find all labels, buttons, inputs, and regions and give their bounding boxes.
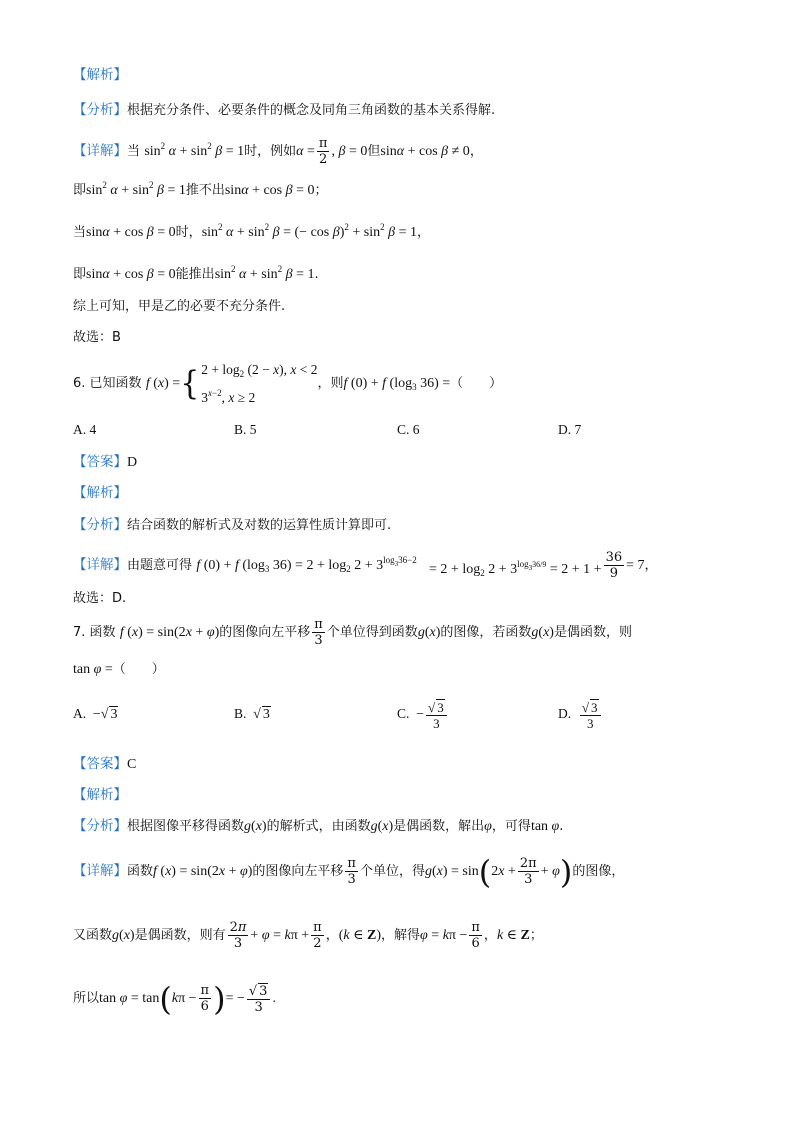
detail-line-4: 即sinα + cos β = 0能推出$\sin^2 \alpha + \sin^2 \beta = 1$. bbox=[73, 264, 319, 282]
q7-option-a[interactable]: A. −√ 3 bbox=[73, 706, 118, 722]
q6-answer: 【答案】D bbox=[73, 454, 138, 470]
choice-line: 故选：B bbox=[73, 330, 121, 345]
question-7-line2: tan φ =（ ） bbox=[73, 662, 165, 677]
q7-detail-1: 【详解】函数f (x) = sin(2x + φ)的图像向左平移 $\frac{\pi}{3}$ 个单位，得g(x) = sin(2x + $\frac{2\pi}{3}$ + φ)的图像， bbox=[73, 852, 625, 891]
q7-answer: 【答案】C bbox=[73, 756, 137, 772]
analysis-line: 【分析】根据充分条件、必要条件的概念及同角三角函数的基本关系得解. bbox=[73, 102, 496, 118]
q6-option-a[interactable]: A. 4 bbox=[73, 422, 97, 437]
q7-option-d[interactable]: D. $\frac{√ 3}{3}$ bbox=[558, 694, 603, 734]
analysis-heading: 【解析】 bbox=[73, 67, 127, 83]
q6-analysis-heading: 【解析】 bbox=[73, 485, 127, 501]
q6-option-c[interactable]: C. 6 bbox=[397, 422, 420, 437]
detail-line-2: 即$\sin^2 \alpha + \sin^2 \beta = 1$推不出sinα + cos β = 0； bbox=[73, 180, 328, 198]
q6-option-b[interactable]: B. 5 bbox=[234, 422, 257, 437]
detail-line-1: 【详解】当 $\sin^2 \alpha + \sin^2 \beta = 1$时，例如α = $\frac{\pi}{2}$ , β = 0但sinα + cos β ≠ 0， bbox=[73, 136, 483, 167]
q7-analysis-heading: 【解析】 bbox=[73, 787, 127, 803]
q6-option-d[interactable]: D. 7 bbox=[558, 422, 582, 437]
q7-analysis: 【分析】根据图像平移得函数g(x)的解析式，由函数g(x)是偶函数，解出φ，可得tan φ. bbox=[73, 818, 564, 834]
summary-line: 综上可知，甲是乙的必要不充分条件. bbox=[73, 299, 286, 314]
q7-detail-3: 所以tan φ = tan(kπ − $\frac{\pi}{6}$ )= − $\frac{√ 3}{3}$ . bbox=[73, 979, 276, 1018]
q6-detail: 【详解】由题意可得 f (0) + f ($\log_3$ $36) = 2 + \log_2 2 + 3^{log_336-2} = 2 + \log_2 2 + 3^{log_336/9} = 2 + 1$ + $\frac{36}{9}$ = 7， bbox=[73, 550, 658, 581]
q6-choice: 故选：D. bbox=[73, 591, 127, 606]
q7-option-c[interactable]: C. − $\frac{√ 3}{3}$ bbox=[397, 694, 449, 735]
detail-line-3: 当sinα + cos β = 0时，$\sin^2 \alpha + \sin^2 \beta$ = (− $\cos \beta)^2 + \sin^2 \beta = 1$， bbox=[73, 222, 431, 240]
q7-option-b[interactable]: B. √ 3 bbox=[234, 706, 270, 722]
question-7: 7. 函数 f (x) = sin(2x + φ)的图像向左平移 $\frac{\pi}{3}$ 个单位得到函数g(x)的图像，若函数g(x)是偶函数，则 bbox=[73, 617, 632, 648]
q7-detail-2: 又函数g(x)是偶函数，则有 $\frac{2\pi}{3}$ + φ = kπ + $\frac{\pi}{2}$ ，(k ∈ Z)，解得φ = kπ − $\frac{\pi}{6}$ ，k ∈ Z； bbox=[73, 920, 543, 951]
question-6: 6. 已知函数 f (x) ={ $2 + \log_2 (2 - x)$, x < 2 $3^{x-2}$, x ≥ 2 ，则f (0) + f ($\log_3$ 36) =（ ） bbox=[73, 362, 503, 405]
q6-analysis: 【分析】结合函数的解析式及对数的运算性质计算即可. bbox=[73, 517, 392, 533]
